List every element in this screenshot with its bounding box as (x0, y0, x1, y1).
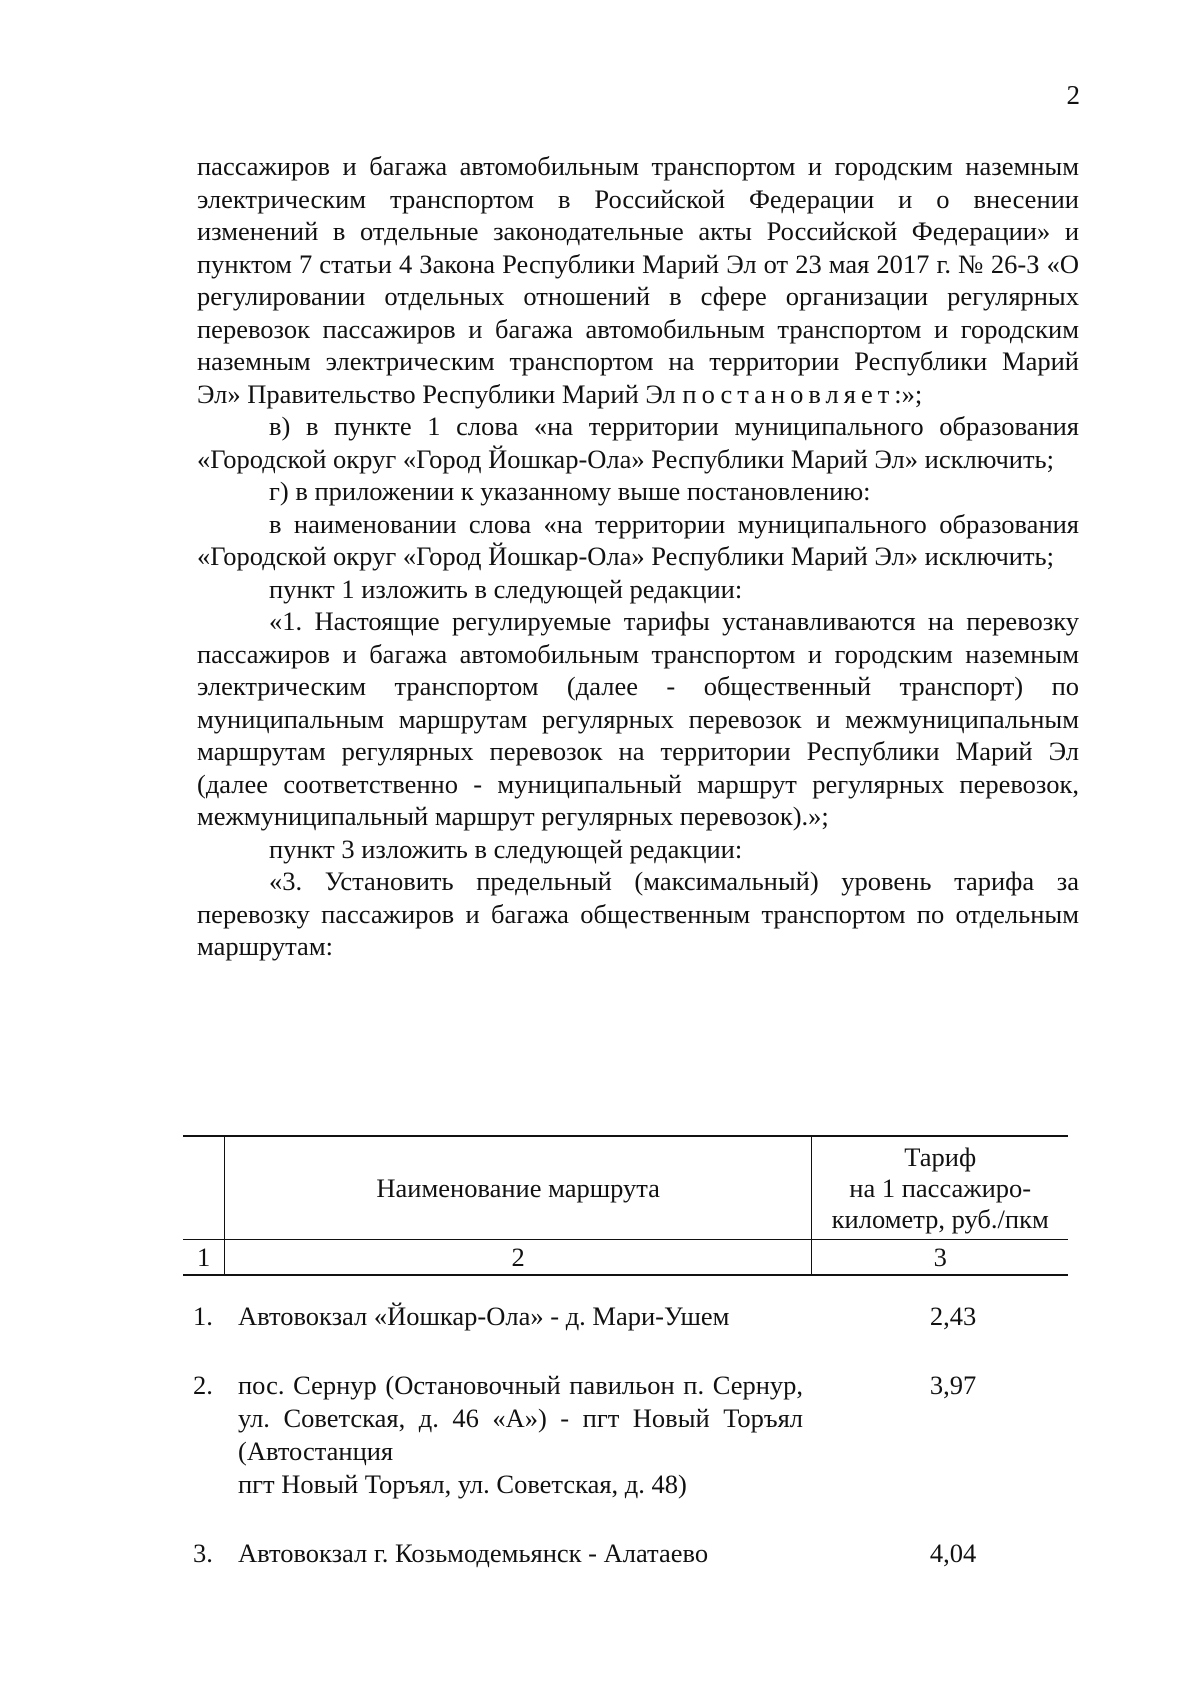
paragraph-point1-text: «1. Настоящие регулируемые тарифы устанавливаются на перевозку пассажиров и багажа автомобильным транспортом и городским наземным электрическим транспортом (далее - общественный транспорт) по муниципальным маршрутам регулярных перевозок и межмуниципальным маршрутам регулярных перевозок на территории Республики Марий Эл (далее соответственно - муниципальный маршрут регулярных перевозок, межмуниципальный маршрут регулярных перевозок).»; (197, 606, 1079, 831)
table-row (193, 1369, 1083, 1501)
paragraph-point3-intro: пункт 3 изложить в следующей редакции: (269, 833, 743, 864)
route-name-line: пгт Новый Торъял, ул. Советская, д. 48) (238, 1469, 687, 1499)
column-number: 1 (183, 1240, 224, 1276)
route-name-line: Автовокзал г. Козьмодемьянск - Алатаево (238, 1538, 709, 1568)
paragraph-point3-text: «3. Установить предельный (максимальный) уровень тарифа за перевозку пассажиров и багажа общественным транспортом по отдельным маршрутам: (197, 866, 1079, 961)
route-number: 3. (193, 1538, 213, 1568)
paragraph-preamble (197, 150, 1079, 410)
header-tariff-line: на 1 пассажиро- (849, 1172, 1032, 1203)
route-list (193, 1300, 1083, 1606)
table-row (193, 1537, 1083, 1570)
route-tariff: 3,97 (929, 1370, 977, 1400)
route-name-line: Автовокзал «Йошкар-Ола» - д. Мари-Ушем (238, 1301, 730, 1331)
header-tariff-line: километр, руб./пкм (831, 1203, 1049, 1234)
paragraph-v: в) в пункте 1 слова «на территории муниципального образования «Городской округ «Город Йошкар-Ола» Республики Марий Эл» исключить; (197, 411, 1079, 474)
route-name (238, 1537, 803, 1570)
table-column-numbers-row (183, 1240, 1068, 1276)
body-text (197, 150, 1079, 963)
header-number-cell (183, 1136, 224, 1240)
route-name (238, 1369, 803, 1501)
paragraph-tail: :»; (894, 378, 923, 409)
route-number: 2. (193, 1370, 213, 1400)
route-tariff: 2,43 (929, 1301, 977, 1331)
paragraph-g: г) в приложении к указанному выше постановлению: (269, 476, 871, 506)
header-route-cell: Наименование маршрута (224, 1136, 811, 1240)
header-tariff-cell (812, 1136, 1068, 1240)
paragraph-title-change: в наименовании слова «на территории муниципального образования «Городской округ «Город Йошкар-Ола» Республики Марий Эл» исключить; (197, 508, 1079, 571)
table-header-row (183, 1136, 1068, 1240)
header-tariff-line: Тариф (904, 1141, 977, 1172)
route-tariff: 4,04 (929, 1538, 977, 1568)
paragraph-text: пассажиров и багажа автомобильным транспортом и городским наземным электрическим транспортом в Российской Федерации и о внесении изменений в отдельные законодательные акты Российской Федерации» и пунктом 7 статьи 4 Закона Республики Марий Эл от 23 мая 2017 г. № 26-З «О регулировании отдельных отношений в сфере организации регулярных перевозок пассажиров и багажа автомобильным транспортом и городским наземным электрическим транспортом на территории Республики Марий Эл» Правительство Республики Марий Эл (197, 151, 1079, 409)
tariff-table (183, 1135, 1068, 1276)
route-name-line: пос. Сернур (Остановочный павильон (238, 1370, 675, 1400)
spaced-word: постановляет (682, 378, 895, 409)
table-row (193, 1300, 1083, 1333)
column-number: 2 (224, 1240, 811, 1276)
column-number: 3 (812, 1240, 1068, 1276)
route-number: 1. (193, 1301, 213, 1331)
route-name-line: п. Сернур, ул. Советская, д. 46 «А») - (238, 1370, 804, 1433)
route-name-line: пгт Новый Торъял (Автостанция (238, 1403, 804, 1466)
route-name (238, 1300, 803, 1333)
paragraph-point1-intro: пункт 1 изложить в следующей редакции: (269, 573, 743, 604)
page-number: 2 (1066, 80, 1080, 110)
